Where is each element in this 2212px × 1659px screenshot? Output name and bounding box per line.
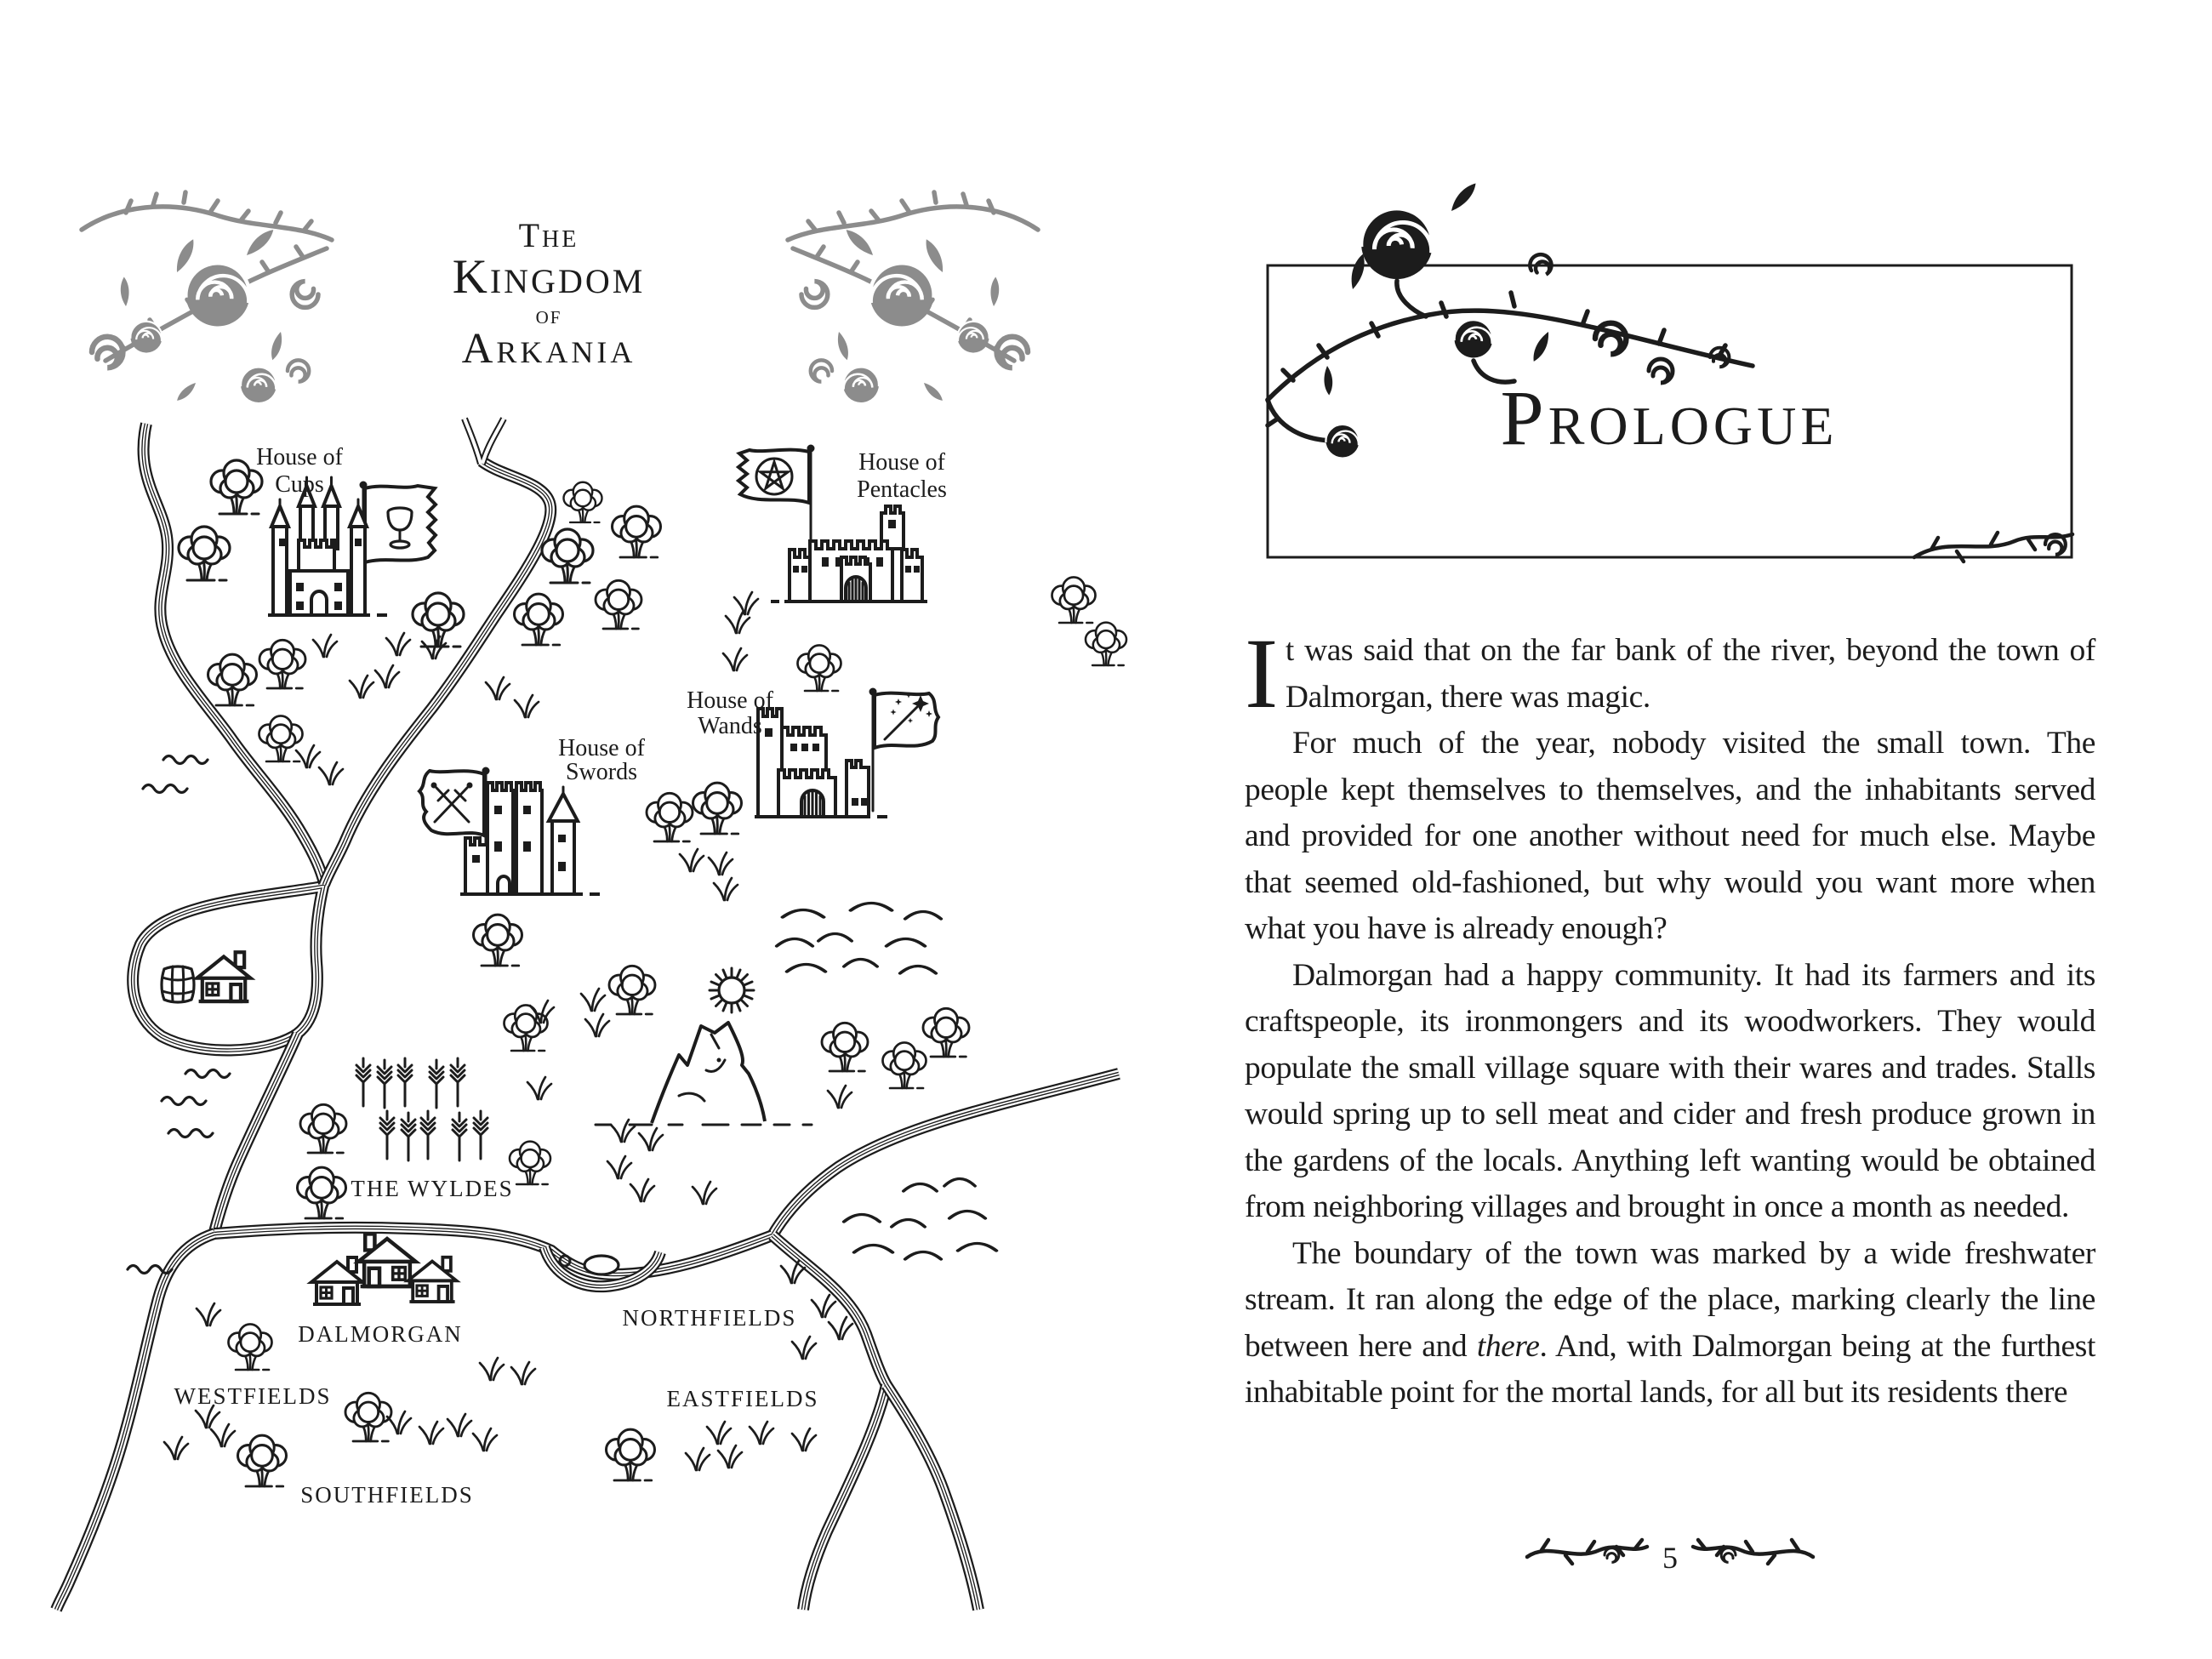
house-of-cups-label-2: Cups — [275, 471, 324, 498]
footer-vine-right-icon — [1693, 1540, 1813, 1564]
paragraph-4 — [1245, 1231, 2095, 1417]
house-of-swords-label-2: Swords — [565, 759, 638, 785]
paragraph-1-text: t was said that on the far bank of the river, beyond the town of Dalmorgan, there was magic. — [1285, 633, 2095, 715]
mountain-icon — [596, 1023, 812, 1125]
paragraph-4-text-end: . And, with Dalmorgan being at the furthest inhabitable point for the mortal lands, for all but its residents there — [1245, 1328, 2095, 1410]
prologue-header — [1225, 136, 2178, 613]
castle-pentacles-icon — [771, 506, 927, 601]
paragraph-3: Dalmorgan had a happy community. It had its farmers and its craftspeople, its ironmongers and its woodworkers. They would populate the small village square with their wares and trades. Stalls would spring up to sell meat and cider and fresh produce grown in the gardens of the locals. Anything left wanting would be obtained from neighboring villages and brought in once a month as needed. — [1245, 957, 2095, 1224]
map-title — [453, 216, 646, 373]
paragraph-1 — [1245, 618, 2095, 729]
chapter-title: Prologue — [1500, 374, 1839, 461]
paragraph-4-text: The boundary of the town was marked by a wide freshwater stream. It ran along the edge of the place, marking clearly the line between here and — [1245, 1235, 2095, 1364]
body-text — [1245, 618, 2095, 1417]
map-title-line2: Kingdom — [452, 250, 646, 304]
region-label-wyldes: THE WYLDES — [351, 1176, 514, 1201]
farmhouse-icon — [197, 952, 251, 1001]
river-network — [56, 419, 1119, 1610]
house-of-wands-label-1: House of — [687, 687, 773, 714]
flag-cups-icon — [360, 482, 436, 596]
castle-wands-icon — [755, 709, 887, 817]
page-footer — [1514, 1530, 1829, 1589]
town-label-dalmorgan: DALMORGAN — [298, 1321, 463, 1347]
map-title-line1: The — [518, 216, 579, 254]
rose-vine-ornament-left — [82, 192, 332, 402]
sun-icon — [710, 968, 754, 1012]
footer-vine-left-icon — [1527, 1540, 1647, 1564]
rose-vine-ornament-right — [788, 192, 1038, 402]
paragraph-4-italic: there — [1476, 1328, 1540, 1364]
region-label-westfields: WESTFIELDS — [174, 1383, 332, 1409]
house-of-cups-label-1: House of — [256, 444, 343, 470]
map-title-line3: of — [535, 301, 562, 329]
region-label-northfields: NORTHFIELDS — [622, 1305, 797, 1331]
region-label-eastfields: EASTFIELDS — [666, 1386, 819, 1411]
house-of-pentacles-label-2: Pentacles — [857, 476, 947, 503]
page-number: 5 — [1662, 1541, 1678, 1575]
barrel-icon — [162, 966, 194, 1002]
hill-waves-icons — [777, 904, 996, 1260]
house-of-wands-label-2: Wands — [698, 713, 762, 739]
drop-cap: I — [1245, 618, 1278, 729]
wheat-field-icon — [356, 1058, 487, 1160]
pond-island-icon — [584, 1256, 619, 1274]
flag-wands-icon — [869, 688, 939, 812]
region-label-southfields: SOUTHFIELDS — [300, 1482, 474, 1508]
house-of-pentacles-label-1: House of — [858, 449, 945, 476]
paragraph-2: For much of the year, nobody visited the small town. The people kept themselves to themselves, and the inhabitants served and provided for one another without need for much else. Maybe that seemed old-fashioned, but why would you want more when what you have is already enough? — [1245, 726, 2095, 946]
dalmorgan-houses-icon — [311, 1234, 457, 1304]
map-title-line4: Arkania — [461, 325, 636, 373]
house-of-swords-label-1: House of — [558, 735, 645, 761]
